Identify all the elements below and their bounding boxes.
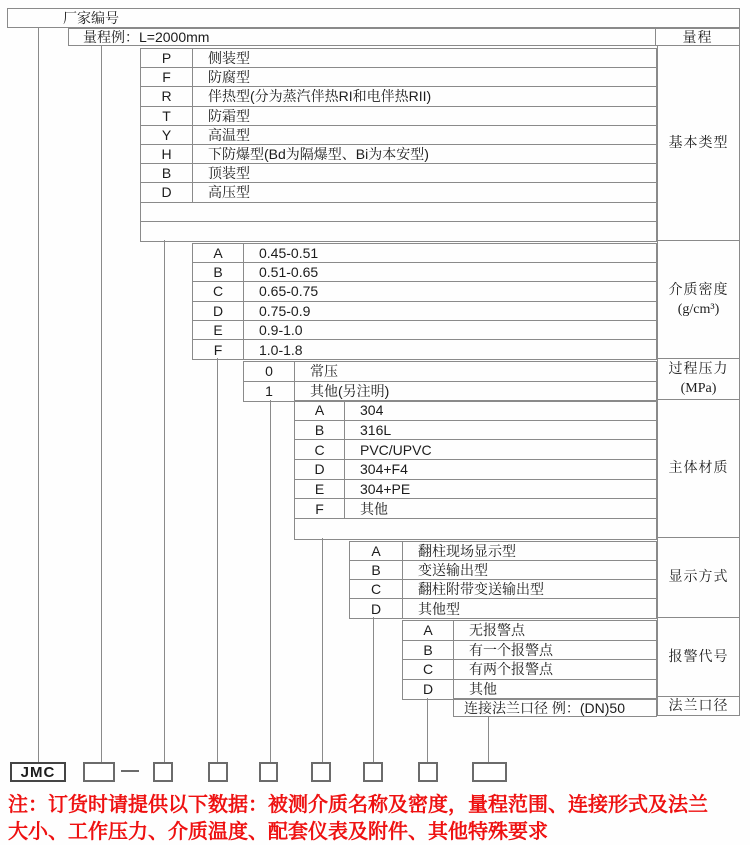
material-table: [294, 400, 657, 540]
desc-cell: 其他: [469, 681, 497, 698]
code-box-basic-type: [153, 762, 173, 782]
table-row: [141, 87, 656, 106]
range-example-text: 量程例：L=2000mm: [83, 29, 210, 45]
code-box-flange-size: [472, 762, 507, 782]
label-density: [657, 241, 740, 359]
code-cell: C: [295, 440, 345, 459]
density-table: [192, 243, 657, 360]
table-row: [141, 145, 656, 164]
desc-cell: 变送输出型: [418, 562, 488, 578]
desc-cell: 防霜型: [208, 107, 250, 124]
code-cell: D: [350, 599, 403, 618]
table-row: [244, 382, 656, 402]
display-mode-table: [349, 541, 657, 619]
flange-size-row: 连接法兰口径 例：(DN)50: [453, 698, 657, 717]
code-cell: D: [295, 460, 345, 479]
table-row: [350, 580, 656, 599]
label-text: 主体材质: [668, 461, 729, 476]
code-cell: H: [141, 145, 193, 163]
code-cell: T: [141, 107, 193, 125]
code-cell: E: [193, 321, 244, 339]
table-row: [295, 440, 656, 460]
table-row: [193, 244, 656, 263]
table-row: [350, 561, 656, 580]
desc-cell: 翻柱附带变送输出型: [418, 581, 544, 597]
desc-cell: 304+PE: [360, 481, 411, 498]
desc-cell: 高温型: [208, 126, 250, 143]
connector-density: [217, 358, 218, 762]
table-row: [193, 282, 656, 301]
table-row: [193, 302, 656, 321]
desc-cell: 顶装型: [208, 165, 250, 182]
label-flange-size: [657, 697, 740, 716]
table-row: [193, 263, 656, 282]
manufacturer-number-row: [7, 8, 740, 28]
code-cell: A: [350, 542, 403, 560]
alarm-code-table: [402, 620, 657, 700]
code-cell: F: [295, 499, 345, 518]
code-box-pressure: [259, 762, 278, 782]
label-text: 显示方式: [668, 570, 729, 585]
desc-cell: 有一个报警点: [469, 641, 553, 658]
ordering-note: [8, 792, 748, 845]
table-row: [141, 222, 656, 241]
table-row: [350, 542, 656, 561]
model-prefix-box: JMC: [10, 762, 66, 782]
table-row: [295, 460, 656, 480]
connector-flange-size: [488, 716, 489, 762]
code-cell: A: [193, 244, 244, 262]
code-cell: F: [141, 68, 193, 86]
table-row: [141, 126, 656, 145]
code-cell: D: [403, 680, 454, 700]
connector-material: [322, 538, 323, 762]
connector-pressure: [270, 400, 271, 762]
table-row: [244, 362, 656, 382]
pressure-table: [243, 361, 657, 402]
code-cell: C: [403, 660, 454, 679]
desc-cell: 其他(另注明): [310, 383, 390, 400]
table-row: [403, 660, 656, 680]
desc-cell: 304+F4: [360, 461, 408, 478]
connector-range: [101, 46, 102, 762]
connector-alarm-code: [427, 698, 428, 762]
code-cell: P: [141, 49, 193, 67]
code-cell: F: [193, 340, 244, 359]
desc-cell: 防腐型: [208, 69, 250, 86]
code-cell: B: [295, 421, 345, 440]
code-cell: B: [403, 641, 454, 660]
desc-cell: PVC/UPVC: [360, 441, 432, 458]
range-side-label: 量程: [655, 29, 739, 45]
desc-cell: 0.65-0.75: [259, 283, 319, 300]
label-subtext: (MPa): [680, 381, 717, 396]
code-cell: E: [295, 480, 345, 499]
desc-cell: 304: [360, 402, 384, 419]
ordering-note-line2: 大小、工作压力、介质温度、配套仪表及附件、其他特殊要求: [8, 821, 548, 843]
desc-cell: 侧装型: [208, 50, 250, 67]
label-text: 基本类型: [668, 135, 729, 151]
manufacturer-number-label: 厂家编号: [63, 10, 119, 26]
desc-cell: 无报警点: [469, 622, 525, 639]
table-row: [141, 203, 656, 222]
table-row: [295, 421, 656, 441]
code-cell: 1: [244, 382, 295, 402]
label-text: 介质密度: [668, 282, 729, 298]
code-cell: A: [403, 621, 454, 640]
code-box-range: [83, 762, 115, 782]
table-row: [193, 340, 656, 359]
code-dash: [121, 770, 139, 772]
label-basic-type: [657, 46, 740, 241]
desc-cell: 常压: [310, 363, 338, 380]
code-box-alarm-code: [418, 762, 438, 782]
table-row: [295, 519, 656, 539]
desc-cell: 高压型: [208, 184, 250, 201]
desc-cell: 翻柱现场显示型: [418, 543, 516, 559]
label-material: [657, 400, 740, 538]
code-cell: B: [193, 263, 244, 281]
label-pressure: [657, 359, 740, 400]
table-row: [403, 621, 656, 641]
label-text: 过程压力: [668, 362, 729, 377]
code-cell: 0: [244, 362, 295, 381]
desc-cell: 其他型: [418, 600, 460, 617]
table-row: [141, 68, 656, 87]
desc-cell: 0.75-0.9: [259, 302, 311, 319]
table-row: [350, 599, 656, 618]
table-row: [403, 641, 656, 661]
label-text: 报警代号: [668, 649, 729, 665]
table-row: [295, 480, 656, 500]
table-row: [295, 401, 656, 421]
code-cell: C: [350, 580, 403, 598]
ordering-note-line1: 注：订货时请提供以下数据：被测介质名称及密度，量程范围、连接形式及法兰: [8, 794, 708, 816]
code-cell: Y: [141, 126, 193, 144]
connector-basic-type: [164, 240, 165, 762]
range-row: [68, 28, 740, 46]
code-cell: B: [141, 164, 193, 182]
code-cell: R: [141, 87, 193, 105]
code-cell: D: [141, 183, 193, 201]
label-subtext: (g/cm³): [677, 301, 720, 317]
code-cell: B: [350, 561, 403, 579]
code-cell: C: [193, 282, 244, 300]
table-row: [141, 183, 656, 202]
connector-manufacturer: [38, 28, 39, 762]
desc-cell: 伴热型(分为蒸汽伴热RI和电伴热RII): [208, 88, 432, 105]
desc-cell: 有两个报警点: [469, 661, 553, 678]
code-box-material: [311, 762, 331, 782]
table-row: [403, 680, 656, 700]
table-row: [295, 499, 656, 519]
desc-cell: 下防爆型(Bd为隔爆型、Bi为本安型): [208, 146, 429, 163]
table-row: [141, 107, 656, 126]
code-cell: A: [295, 401, 345, 420]
label-display-mode: [657, 538, 740, 618]
code-cell: D: [193, 302, 244, 320]
desc-cell: 0.9-1.0: [259, 321, 303, 338]
desc-cell: 0.45-0.51: [259, 245, 319, 262]
desc-cell: 0.51-0.65: [259, 264, 319, 281]
connector-display-mode: [373, 617, 374, 762]
basic-type-table: [140, 48, 657, 242]
code-box-density: [208, 762, 228, 782]
desc-cell: 其他: [360, 500, 388, 517]
desc-cell: 1.0-1.8: [259, 341, 303, 358]
desc-cell: 316L: [360, 422, 392, 439]
label-text: 法兰口径: [668, 698, 729, 714]
code-box-display-mode: [363, 762, 383, 782]
label-alarm-code: [657, 618, 740, 697]
table-row: [141, 49, 656, 68]
table-row: [193, 321, 656, 340]
table-row: [141, 164, 656, 183]
